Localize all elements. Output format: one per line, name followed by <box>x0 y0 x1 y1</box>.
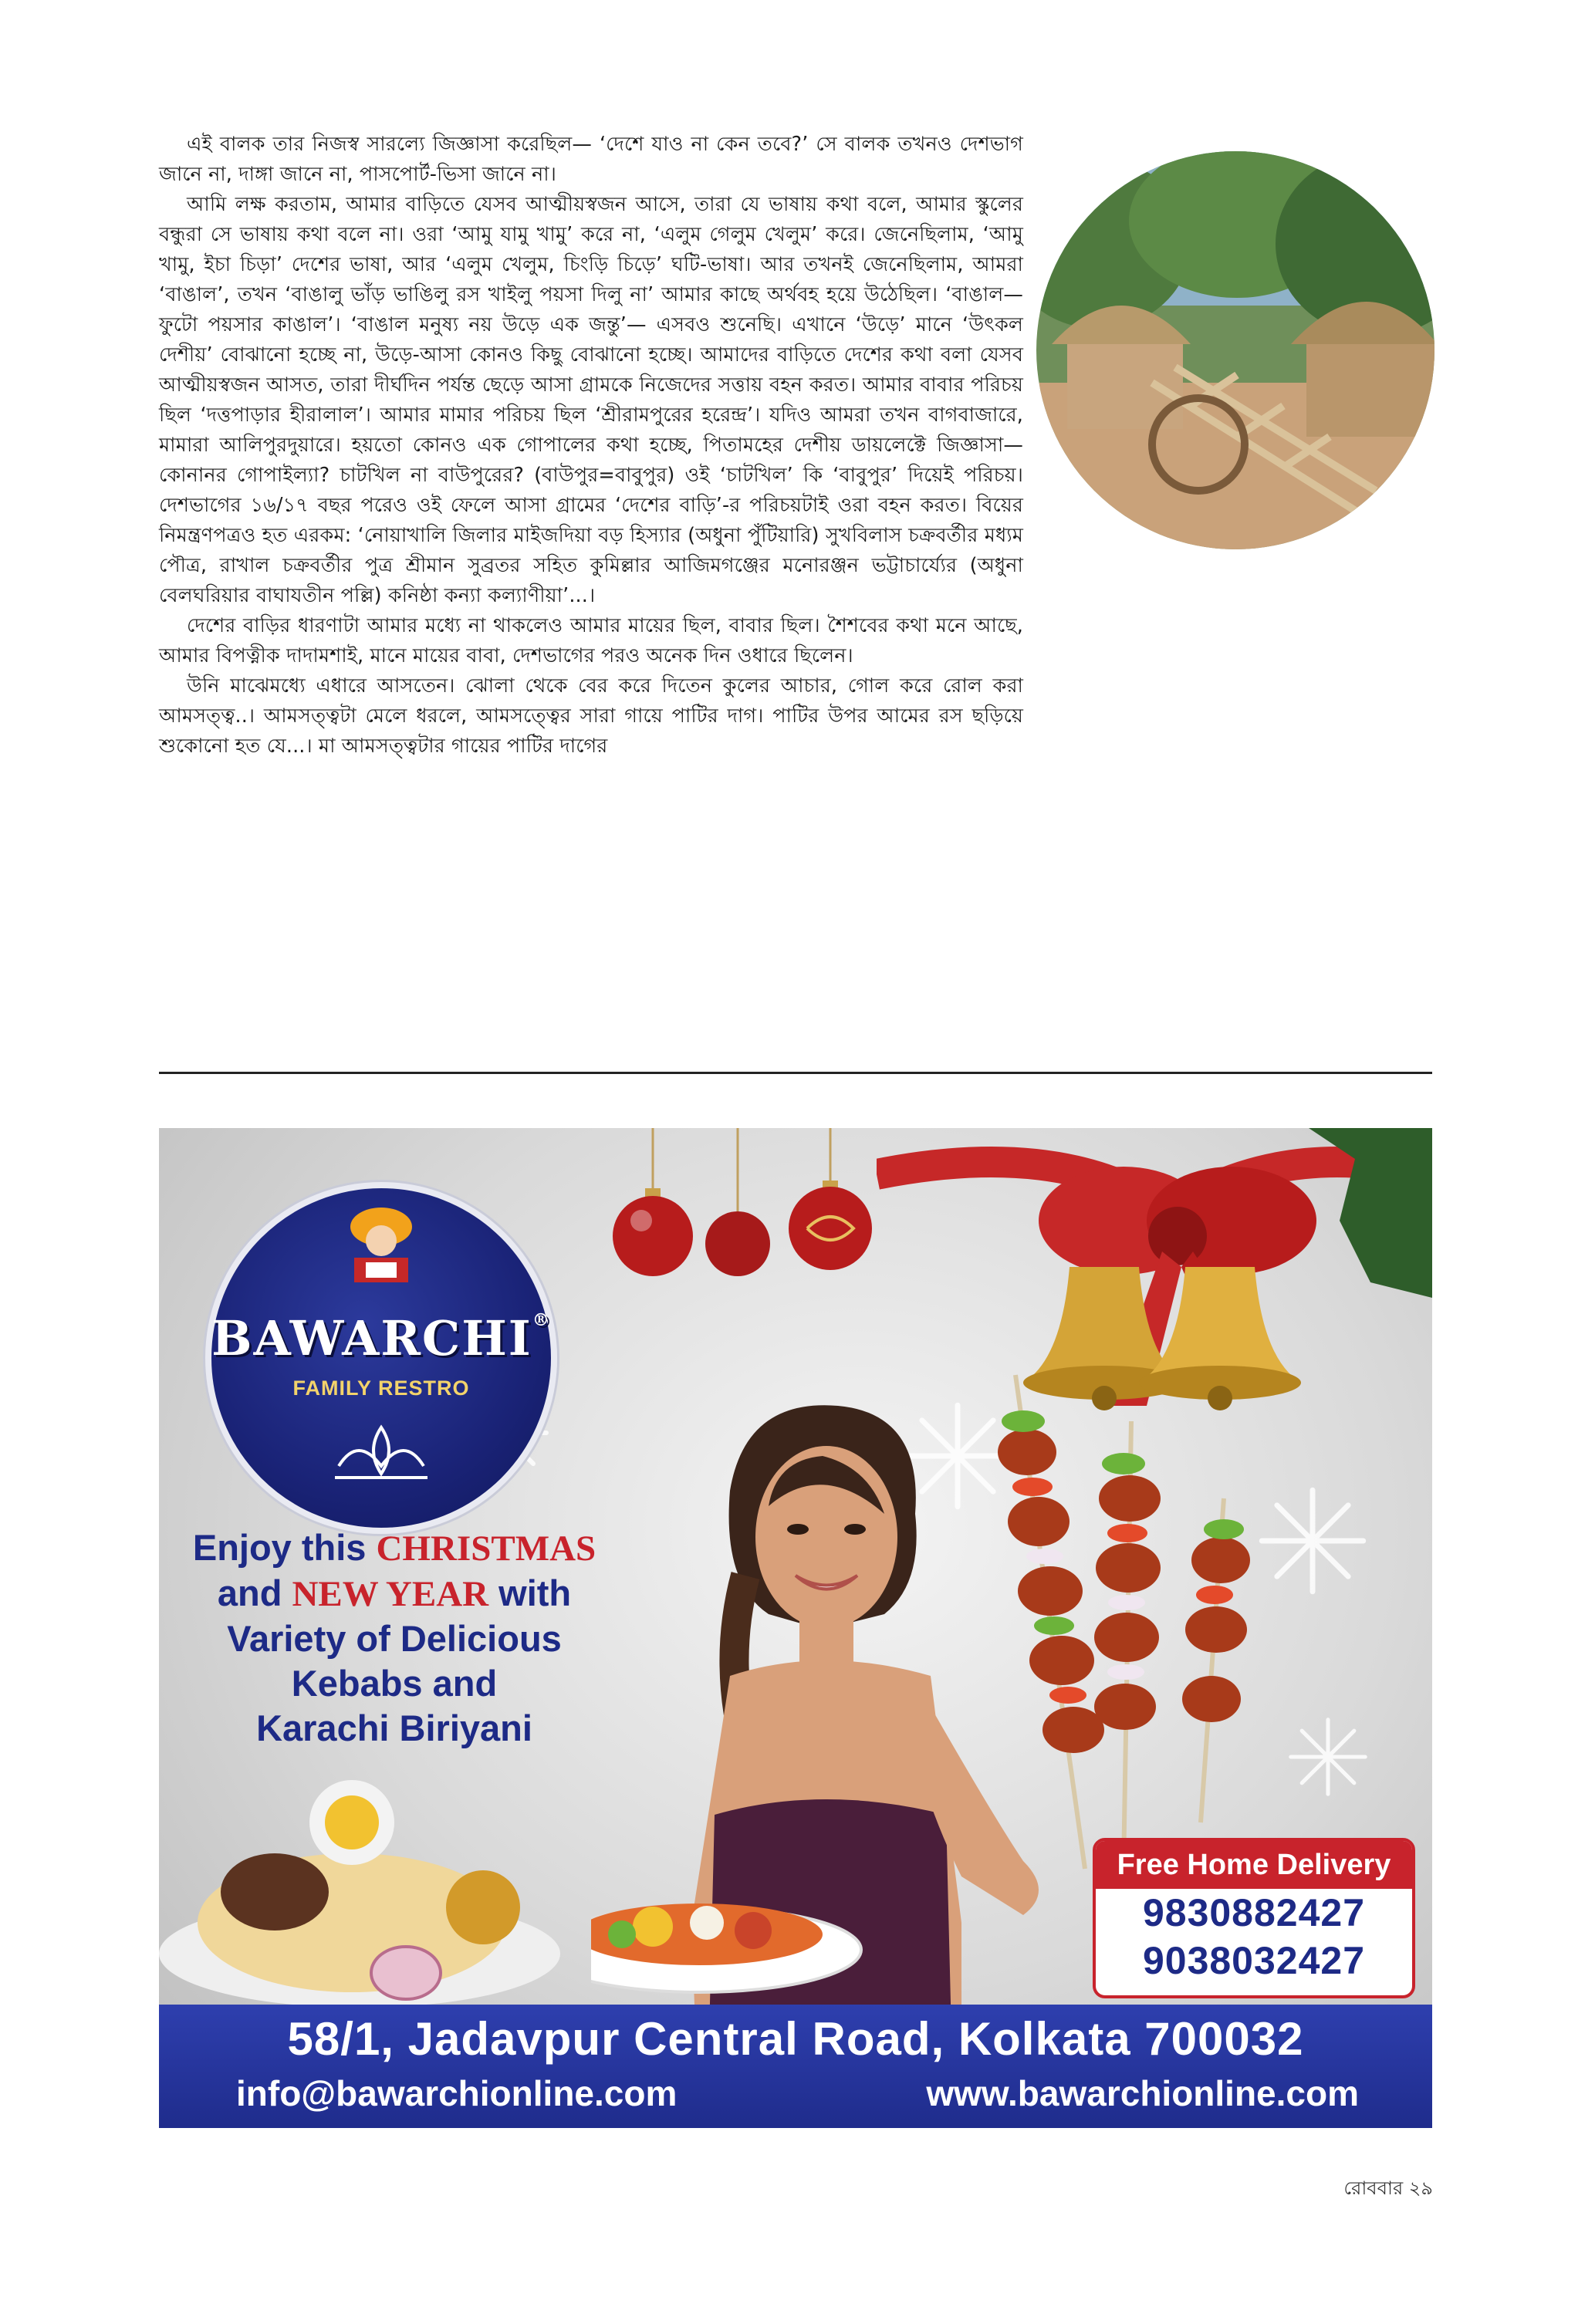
delivery-title: Free Home Delivery <box>1096 1841 1412 1889</box>
decorative-flourish-icon <box>327 1420 435 1481</box>
contact-band <box>159 2005 1432 2128</box>
headline-text: Enjoy this <box>192 1527 377 1568</box>
brand-name: BAWARCHI® <box>211 1310 551 1366</box>
delivery-info-box <box>1093 1838 1415 1998</box>
article-paragraph: দেশের বাড়ির ধারণাটা আমার মধ্যে না থাকলেও আমার মায়ের ছিল, বাবার ছিল। শৈশবের কথা মনে আছে, আমার বিপত্নীক দাদামশাই, মানে মায়ের বাবা, দেশভাগের পরও অনেক দিন ওধারে ছিলেন। <box>159 614 1023 667</box>
snowflake-icon <box>1286 1714 1370 1799</box>
promo-headline <box>178 1525 610 1751</box>
article-paragraph: আমি লক্ষ করতাম, আমার বাড়িতে যেসব আত্মীয়স্বজন আসে, তারা যে ভাষায় কথা বলে, আমার স্কুলের বন্ধুরা সে ভাষায় কথা বলে না। ওরা ‘আমু যামু খামু’ করে না, ‘এলুম গেলুম খেলুম’ করে। জেনেছিলাম, ‘আমু খামু, ইচা চিড়া’ দেশের ভাষা, আর ‘এলুম খেলুম, চিংড়ি চিড়ে’ ঘটি-ভাষা। আর তখনই জেনেছিলাম, আমরা ‘বাঙাল’, তখন ‘বাঙালু ভাঁড় ভাঙিলু রস খাইলু পয়সা দিলু না’ আমার কাছে অর্থবহ হয়ে উঠেছিল। ‘বাঙাল— ফুটো পয়সার কাঙাল’। ‘বাঙাল মনুষ্য নয় উড়ে এক জন্তু’— এসবও শুনেছি। এখানে ‘উড়ে’ মানে ‘উৎকল দেশীয়’ বোঝানো হচ্ছে না, উড়ে-আসা কোনও কিছু বোঝানো হচ্ছে। আমাদের বাড়িতে দেশের কথা বলা যেসব আত্মীয়স্বজন আসত, তারা দীর্ঘদিন পর্যন্ত ছেড়ে আসা গ্রামকে নিজেদের সত্তায় বহন করত। আমার বাবার পরিচয় ছিল ‘দত্তপাড়ার হীরালাল’। আমার মামার পরিচয় ছিল ‘শ্রীরামপুরের হরেন্দ্র’। যদিও আমরা তখন বাগবাজারে, মামারা আলিপুরদুয়ারে। হয়তো কোনও এক গোপালের কথা হচ্ছে, পিতামহের দেশীয় ডায়লেক্টে জিজ্ঞাসা— কোনানর গোপাইল্যা? চাটখিল না বাউপুরের? (বাউপুর=বাবুপুর) ওই ‘চাটখিল’ কি ‘বাবুপুর’ দিয়েই পরিচয়। দেশভাগের ১৬/১৭ বছর পরেও ওই ফেলে আসা গ্রামের ‘দেশের বাড়ি’-র পরিচয়টাই ওরা বহন করত। বিয়ের নিমন্ত্রণপত্রও হত এরকম: ‘নোয়াখালি জিলার মাইজদিয়া বড় হিস্যার (অধুনা পুঁটিয়ারি) সুখবিলাস চক্রবর্তীর মধ্যম পৌত্র, রাখাল চক্রবর্তীর পুত্র শ্রীমান সুব্রতর সহিত কুমিল্লার আজিমগঞ্জের মনোরঞ্জন ভট্টাচার্য্যের (অধুনা বেলঘরিয়ার বাঘাযতীন পল্লি) কনিষ্ঠা কন্যা কল্যাণীয়া’...। <box>159 193 1023 607</box>
headline-text: and <box>217 1572 292 1613</box>
page-footer: রোববার ২৯ <box>1343 2177 1433 2199</box>
brand-logo <box>205 1182 557 1534</box>
phone-number[interactable]: 9038032427 <box>1142 1939 1366 1982</box>
restaurant-address: 58/1, Jadavpur Central Road, Kolkata 700032 <box>287 2013 1304 2065</box>
article-paragraph: এই বালক তার নিজস্ব সারল্যে জিজ্ঞাসা করেছিল— ‘দেশে যাও না কেন তবে?’ সে বালক তখনও দেশভাগ জানে না, দাঙ্গা জানে না, পাসপোর্ট-ভিসা জানে না। <box>159 133 1023 186</box>
section-divider <box>159 1072 1432 1074</box>
article-text <box>159 130 1023 762</box>
brand-tagline: FAMILY RESTRO <box>292 1376 470 1400</box>
website-link[interactable]: www.bawarchionline.com <box>926 2073 1359 2113</box>
headline-highlight: CHRISTMAS <box>376 1529 596 1569</box>
phone-number[interactable]: 9830882427 <box>1142 1891 1366 1934</box>
headline-text: with <box>488 1572 572 1613</box>
headline-text: Kebabs and <box>291 1663 498 1704</box>
restaurant-advertisement <box>159 1128 1432 2128</box>
headline-text: Karachi Biriyani <box>256 1708 532 1748</box>
headline-highlight: NEW YEAR <box>292 1574 489 1614</box>
email-link[interactable]: info@bawarchionline.com <box>236 2073 678 2113</box>
christmas-ornaments <box>576 1128 900 1329</box>
village-illustration <box>1036 151 1434 549</box>
biryani-plate-image <box>159 1776 591 2008</box>
chef-emblem-icon <box>343 1204 420 1289</box>
article-paragraph: উনি মাঝেমধ্যে এধারে আসতেন। ঝোলা থেকে বের করে দিতেন কুলের আচার, গোল করে রোল করা আমসত্ত্ব..। আমসত্ত্বটা মেলে ধরলে, আমসত্ত্বের সারা গায়ে পাটির দাগ। পাটির উপর আমের রস ছড়িয়ে শুকোনো হত যে...। মা আমসত্ত্বটার গায়ের পাটির দাগের <box>159 674 1023 758</box>
village-photo <box>1036 151 1434 549</box>
headline-text: Variety of Delicious <box>227 1618 562 1659</box>
